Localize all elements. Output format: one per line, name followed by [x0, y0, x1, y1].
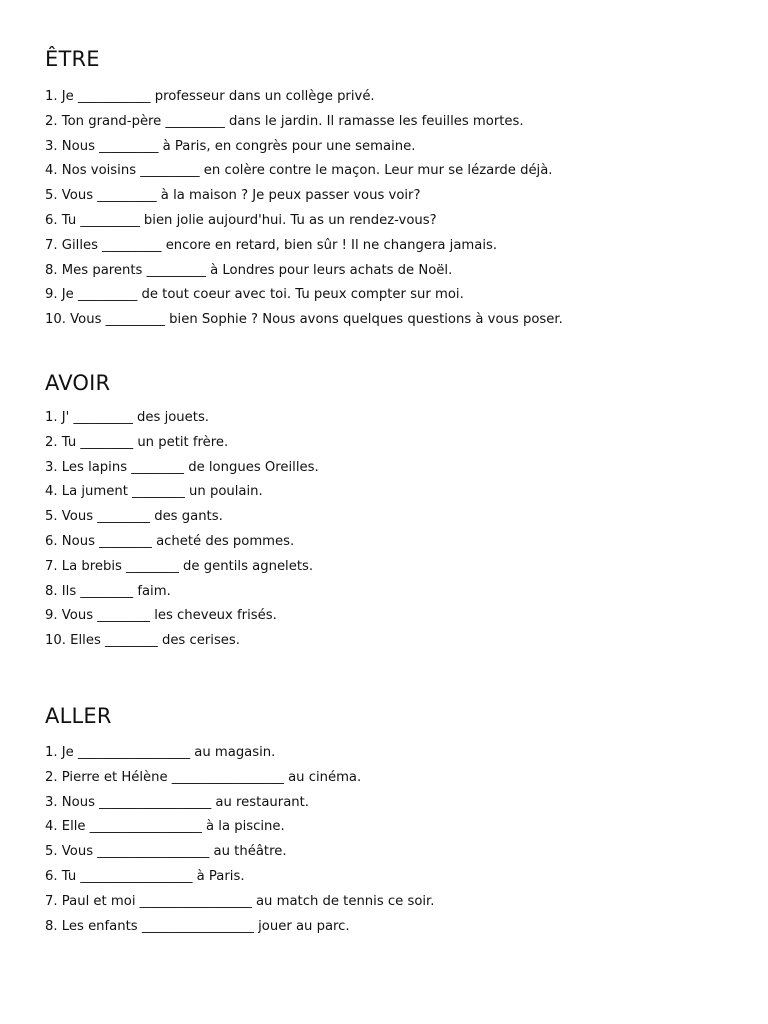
exercise-item: 3. Les lapins ________ de longues Oreilles. [45, 459, 319, 475]
exercise-item: 1. Je _________________ au magasin. [45, 745, 276, 760]
section-avoir [45, 370, 745, 654]
exercise-list-etre [45, 85, 745, 333]
section-aller [45, 703, 745, 939]
exercise-item: 9. Je _________ de tout coeur avec toi. Tu peux compter sur moi. [45, 287, 464, 303]
section-title-avoir: AVOIR [45, 371, 111, 395]
exercise-item: 8. Les enfants _________________ jouer au parc. [45, 918, 350, 934]
exercise-item: 8. Mes parents _________ à Londres pour leurs achats de Noël. [45, 262, 453, 278]
exercise-item: 4. Nos voisins _________ en colère contre le maçon. Leur mur se lézarde déjà. [45, 163, 553, 179]
exercise-item: 5. Vous _________________ au théâtre. [45, 844, 287, 860]
exercise-item: 3. Nous _________ à Paris, en congrès pour une semaine. [45, 138, 416, 154]
exercise-item: 1. Je ___________ professeur dans un collège privé. [45, 89, 375, 104]
exercise-item: 4. Elle _________________ à la piscine. [45, 819, 285, 835]
exercise-item: 9. Vous ________ les cheveux frisés. [45, 608, 277, 624]
exercise-item: 5. Vous ________ des gants. [45, 509, 223, 525]
exercise-item: 6. Tu _________ bien jolie aujourd'hui. Tu as un rendez-vous? [45, 212, 437, 228]
exercise-item: 2. Tu ________ un petit frère. [45, 434, 229, 450]
exercise-item: 3. Nous _________________ au restaurant. [45, 794, 309, 810]
exercise-list-avoir [45, 406, 745, 654]
exercise-item: 6. Nous ________ acheté des pommes. [45, 533, 295, 549]
section-title-etre: ÊTRE [45, 47, 100, 71]
exercise-item: 1. J' _________ des jouets. [45, 410, 210, 425]
exercise-item: 2. Pierre et Hélène _________________ au cinéma. [45, 769, 362, 785]
exercise-item: 10. Elles ________ des cerises. [45, 633, 240, 649]
exercise-item: 10. Vous _________ bien Sophie ? Nous avons quelques questions à vous poser. [45, 312, 563, 328]
exercise-list-aller [45, 741, 745, 939]
exercise-item: 7. La brebis ________ de gentils agnelets. [45, 558, 314, 574]
section-title-aller: ALLER [45, 704, 112, 728]
exercise-item: 7. Gilles _________ encore en retard, bien sûr ! Il ne changera jamais. [45, 237, 498, 253]
exercise-item: 5. Vous _________ à la maison ? Je peux passer vous voir? [45, 188, 421, 204]
exercise-item: 6. Tu _________________ à Paris. [45, 868, 245, 884]
exercise-item: 4. La jument ________ un poulain. [45, 484, 263, 500]
section-etre [45, 46, 745, 333]
exercise-item: 8. Ils ________ faim. [45, 583, 171, 599]
exercise-item: 7. Paul et moi _________________ au match de tennis ce soir. [45, 893, 435, 909]
exercise-item: 2. Ton grand-père _________ dans le jardin. Il ramasse les feuilles mortes. [45, 113, 524, 129]
